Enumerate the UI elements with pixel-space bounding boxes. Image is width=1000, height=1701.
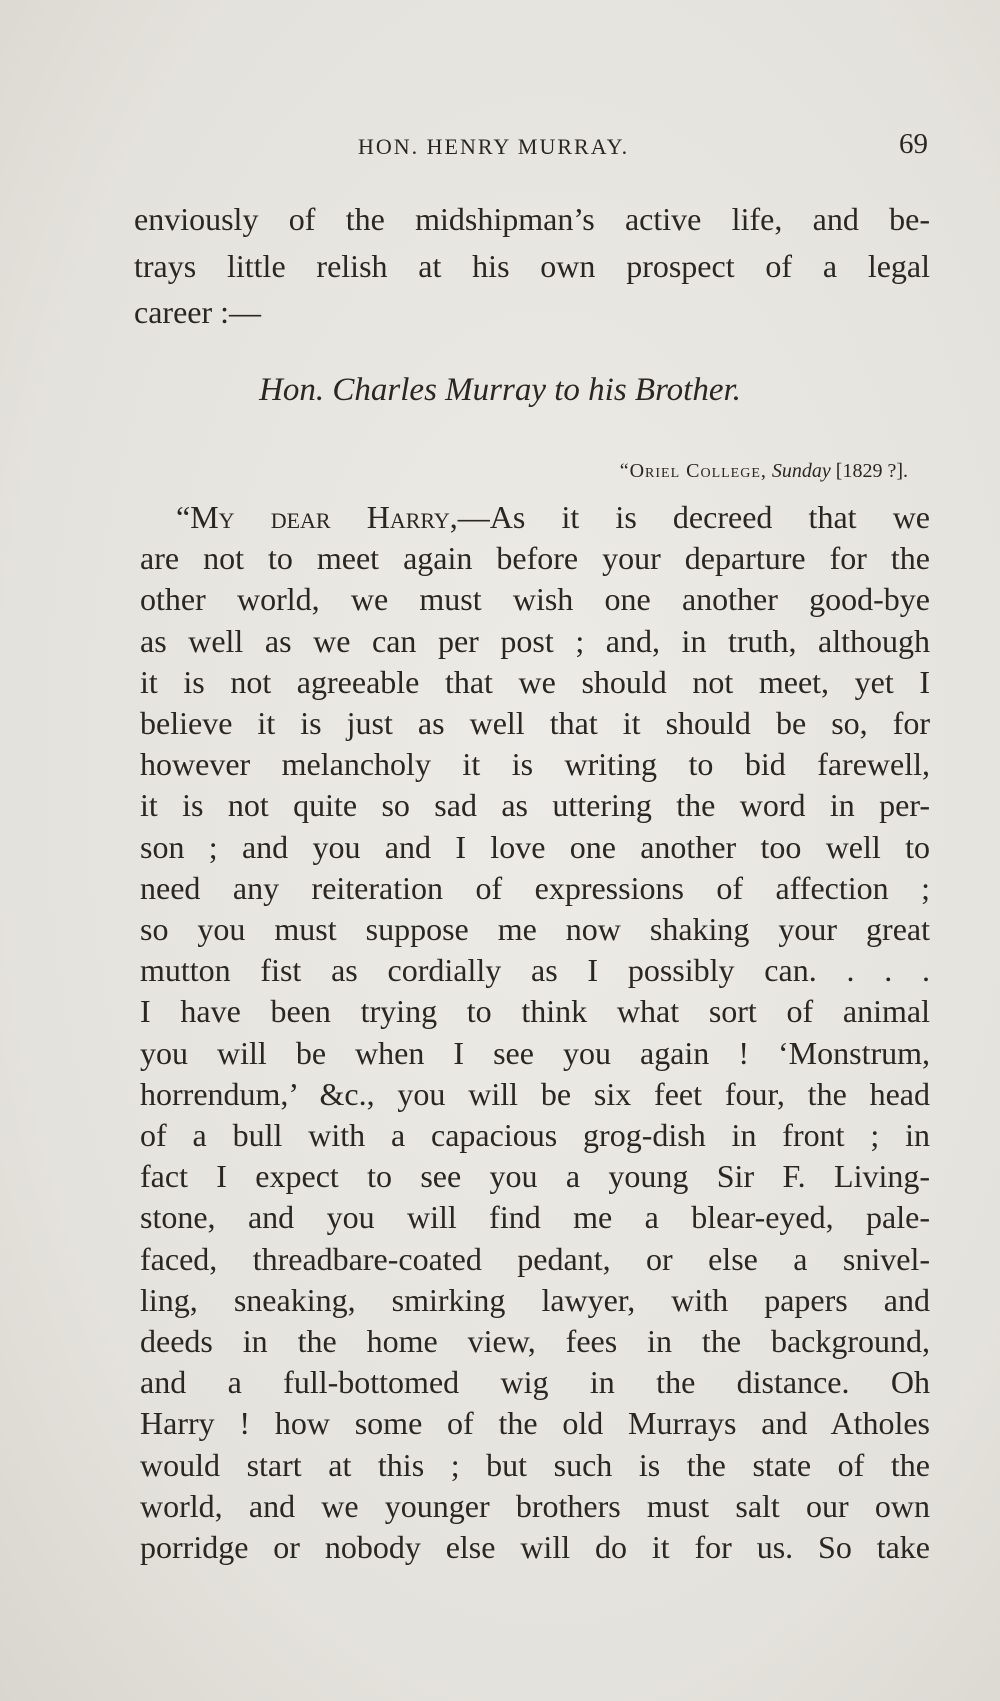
page-number: 69: [899, 128, 928, 160]
text-line: career :—: [134, 294, 262, 330]
dateline-date: [1829 ?].: [835, 460, 908, 482]
text-line: other world, we must wish one another good-bye: [140, 581, 930, 618]
text-line: deeds in the home view, fees in the background,: [140, 1323, 930, 1360]
letter-heading: Hon. Charles Murray to his Brother.: [259, 372, 741, 408]
text-line: son ; and you and I love one another too well to: [140, 828, 930, 865]
text-line: you will be when I see you again ! ‘Monstrum,: [140, 1034, 930, 1071]
letter-body: [140, 497, 930, 1568]
dateline-day: Sunday: [771, 460, 831, 482]
text-line: and a full-bottomed wig in the distance. Oh: [140, 1364, 930, 1401]
letter-first-line: [140, 497, 930, 538]
text-line: however melancholy it is writing to bid farewell,: [140, 746, 930, 783]
page-header: [138, 128, 928, 168]
text-line: would start at this ; but such is the state of the: [140, 1446, 930, 1483]
intro-paragraph: [134, 196, 930, 336]
first-line-text: —As it is decreed that we: [457, 499, 930, 535]
text-line: faced, threadbare-coated pedant, or else a snivel-: [140, 1240, 930, 1277]
text-line: so you must suppose me now shaking your great: [140, 911, 930, 948]
text-line: need any reiteration of expressions of affection ;: [140, 869, 930, 906]
text-line: stone, and you will find me a blear-eyed, pale-: [140, 1199, 930, 1236]
running-head: HON. HENRY MURRAY.: [358, 134, 630, 159]
text-line: of a bull with a capacious grog-dish in front ; in: [140, 1117, 930, 1154]
text-line: I have been trying to think what sort of animal: [140, 993, 930, 1030]
text-line: ling, sneaking, smirking lawyer, with papers and: [140, 1281, 930, 1318]
text-line: it is not quite so sad as uttering the word in per-: [140, 787, 930, 824]
text-line: porridge or nobody else will do it for us. So take: [140, 1529, 930, 1566]
letter-dateline: [620, 460, 908, 483]
text-line: it is not agreeable that we should not meet, yet I: [140, 663, 930, 700]
text-line: enviously of the midshipman’s active life, and be-: [134, 201, 930, 237]
text-line: believe it is just as well that it should be so, for: [140, 705, 930, 742]
text-line: are not to meet again before your departure for the: [140, 540, 930, 577]
text-line: horrendum,’ &c., you will be six feet four, the head: [140, 1075, 930, 1112]
salutation: “My dear Harry,: [176, 499, 458, 535]
text-line: world, and we younger brothers must salt our own: [140, 1487, 930, 1524]
text-line: fact I expect to see you a young Sir F. Living-: [140, 1158, 930, 1195]
text-line: mutton fist as cordially as I possibly can. . . .: [140, 952, 930, 989]
text-line: Harry ! how some of the old Murrays and Atholes: [140, 1405, 930, 1442]
dateline-place: “Oriel College,: [619, 460, 767, 482]
text-line: trays little relish at his own prospect of a legal: [134, 247, 930, 284]
text-line: as well as we can per post ; and, in truth, although: [140, 622, 930, 659]
